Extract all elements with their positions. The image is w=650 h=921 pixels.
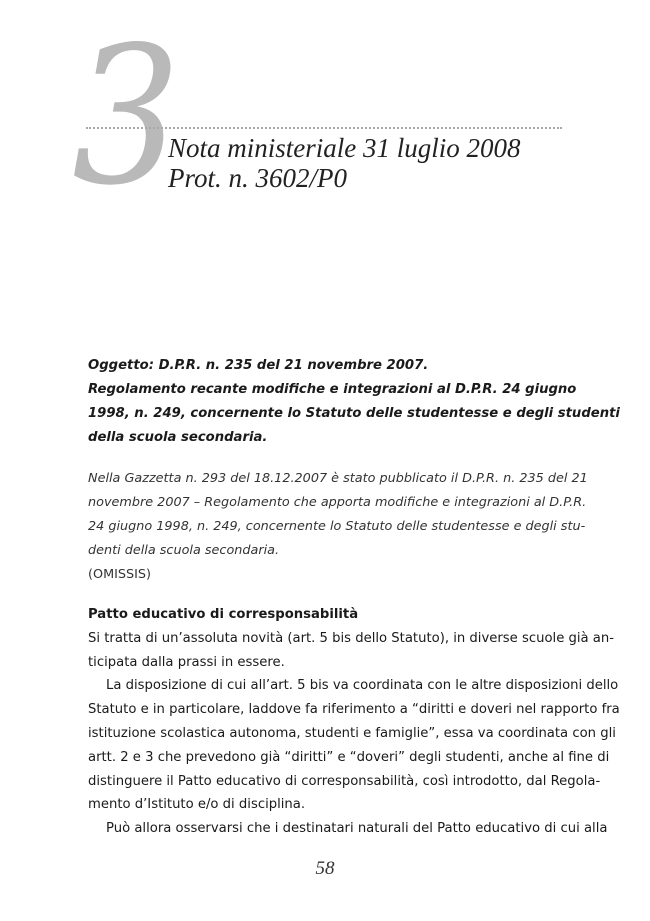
subject-line: Oggetto: D.P.R. n. 235 del 21 novembre 2007.	[88, 358, 429, 373]
subject-line: Regolamento recante modifiche e integrazioni al D.P.R. 24 giugno	[88, 382, 577, 397]
subject-line: della scuola secondaria.	[88, 430, 268, 445]
title-line: Prot. n. 3602/P0	[168, 163, 347, 193]
body-line: istituzione scolastica autonoma, studenti e famiglie”, essa va coordinata con gli	[88, 725, 616, 741]
section-heading: Patto educativo di corresponsabilità	[88, 607, 359, 622]
body-line: artt. 2 e 3 che prevedono già “diritti” e “doveri” degli studenti, anche al fine di	[88, 749, 610, 765]
chapter-number: 3	[72, 6, 181, 227]
page-number: 58	[315, 858, 335, 879]
body-section	[88, 603, 620, 841]
dotted-divider	[86, 127, 562, 129]
body-line: Si tratta di un’assoluta novità (art. 5 bis dello Statuto), in diverse scuole già an-	[88, 630, 615, 646]
body-line: Statuto e in particolare, laddove fa riferimento a “diritti e doveri nel rapporto fra	[88, 702, 620, 718]
omissis-note: (OMISSIS)	[88, 567, 152, 582]
chapter-title	[168, 133, 521, 193]
intro-line: novembre 2007 – Regolamento che apporta modifiche e integrazioni al D.P.R.	[88, 495, 587, 510]
intro-paragraph	[88, 467, 588, 587]
body-line: mento d’Istituto e/o di disciplina.	[88, 797, 306, 813]
intro-line: 24 giugno 1998, n. 249, concernente lo Statuto delle studentesse e degli stu-	[88, 519, 586, 534]
intro-line: denti della scuola secondaria.	[88, 543, 280, 558]
subject-block	[88, 354, 620, 450]
intro-line: Nella Gazzetta n. 293 del 18.12.2007 è stato pubblicato il D.P.R. n. 235 del 21	[88, 471, 588, 486]
body-line: La disposizione di cui all’art. 5 bis va coordinata con le altre disposizioni dello	[106, 678, 619, 694]
title-line: Nota ministeriale 31 luglio 2008	[168, 133, 521, 163]
body-line: Può allora osservarsi che i destinatari naturali del Patto educativo di cui alla	[106, 821, 608, 837]
body-line: distinguere il Patto educativo di corresponsabilità, così introdotto, dal Regola-	[88, 773, 601, 789]
subject-line: 1998, n. 249, concernente lo Statuto delle studentesse e degli studenti	[88, 406, 620, 421]
body-line: ticipata dalla prassi in essere.	[88, 654, 285, 670]
